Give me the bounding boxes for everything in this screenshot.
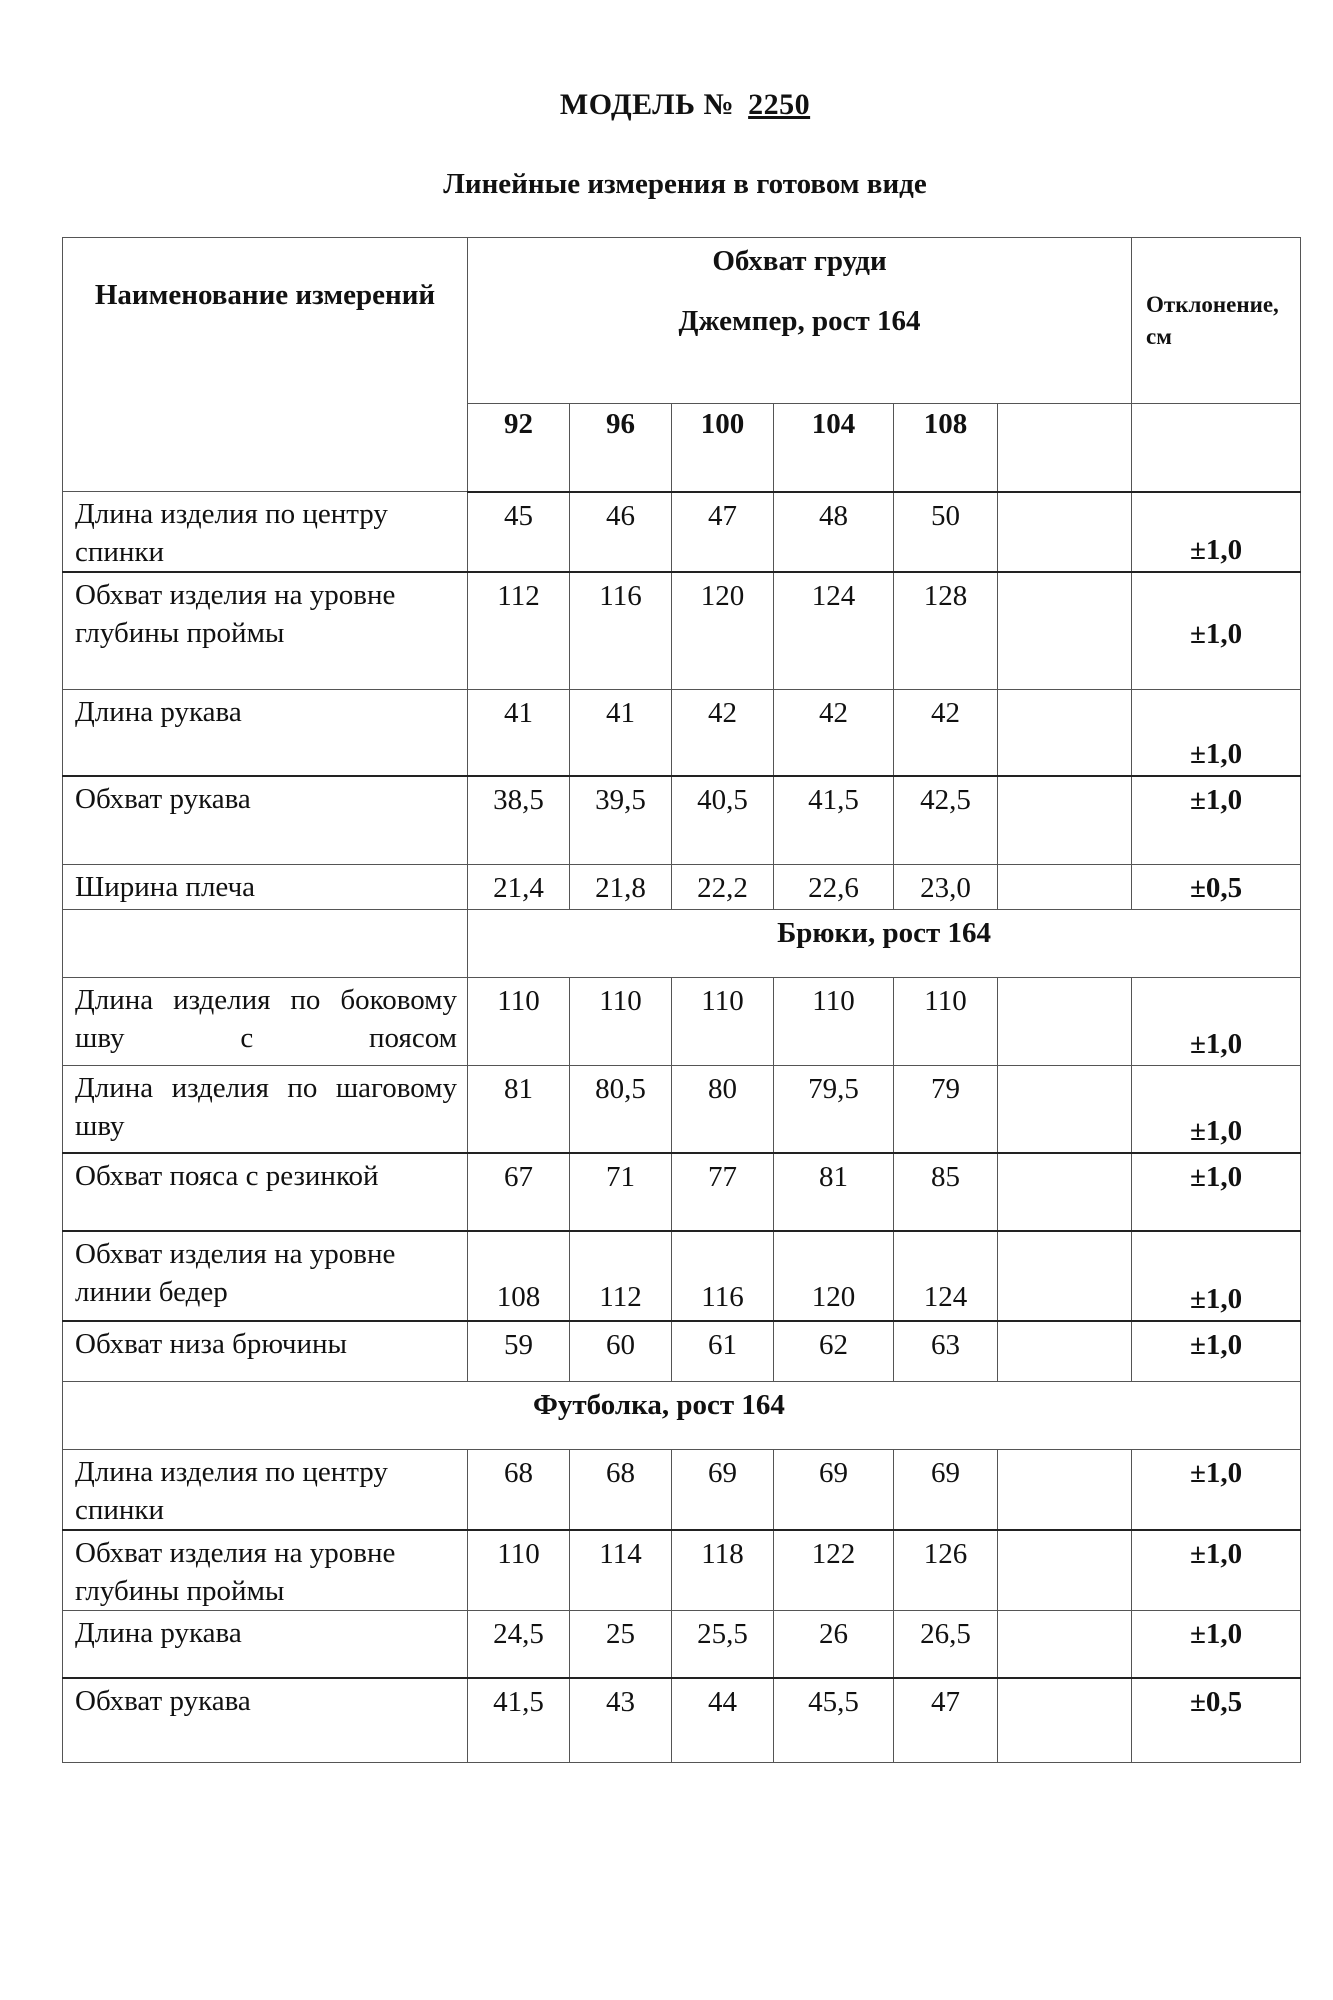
row-value: 61 [672,1321,774,1381]
section-title-tshirt: Футболка, рост 164 [63,1381,1301,1449]
row-name: Обхват рукава [63,776,468,864]
empty-cell [998,1321,1132,1381]
row-value: 68 [468,1449,570,1530]
row-deviation: ±1,0 [1132,1231,1301,1321]
row-value: 42 [774,689,894,776]
row-value: 25 [570,1610,672,1678]
row-name: Обхват изделия на уровне линии бедер [63,1231,468,1321]
row-value: 42 [672,689,774,776]
row-value: 41,5 [774,776,894,864]
empty-cell [998,1530,1132,1611]
row-value: 41 [468,689,570,776]
row-value: 114 [570,1530,672,1611]
row-deviation: ±1,0 [1132,1321,1301,1381]
row-value: 44 [672,1678,774,1762]
size-header: 104 [774,404,894,492]
row-deviation: ±1,0 [1132,1449,1301,1530]
row-value: 38,5 [468,776,570,864]
row-value: 116 [570,572,672,689]
row-value: 62 [774,1321,894,1381]
row-value: 112 [468,572,570,689]
row-name: Длина изделия по шаговому шву [63,1065,468,1153]
row-value: 110 [672,977,774,1065]
empty-cell [1132,404,1301,492]
row-value: 21,8 [570,864,672,909]
row-name: Длина изделия по центру спинки [63,1449,468,1530]
row-deviation: ±1,0 [1132,1530,1301,1611]
row-value: 85 [894,1153,998,1231]
row-value: 81 [468,1065,570,1153]
table-row [63,1449,1301,1530]
row-value: 124 [894,1231,998,1321]
model-number: 2250 [748,88,811,121]
row-value: 110 [774,977,894,1065]
row-value: 110 [468,977,570,1065]
row-value: 120 [774,1231,894,1321]
row-deviation: ±1,0 [1132,1610,1301,1678]
row-value: 26,5 [894,1610,998,1678]
empty-cell [998,977,1132,1065]
row-value: 77 [672,1153,774,1231]
row-value: 120 [672,572,774,689]
empty-cell [998,572,1132,689]
empty-cell [63,909,468,977]
row-deviation: ±1,0 [1132,492,1301,573]
row-deviation: ±1,0 [1132,776,1301,864]
row-value: 46 [570,492,672,573]
table-row [63,1065,1301,1153]
row-value: 50 [894,492,998,573]
table-row [63,1530,1301,1611]
row-value: 59 [468,1321,570,1381]
row-name: Обхват низа брючины [63,1321,468,1381]
table-row [63,689,1301,776]
row-value: 81 [774,1153,894,1231]
empty-cell [998,689,1132,776]
empty-cell [998,1610,1132,1678]
row-name: Длина изделия по центру спинки [63,492,468,573]
row-value: 22,2 [672,864,774,909]
table-row [63,864,1301,909]
row-deviation: ±1,0 [1132,689,1301,776]
row-value: 45,5 [774,1678,894,1762]
size-header: 92 [468,404,570,492]
row-name: Обхват рукава [63,1678,468,1762]
empty-cell [998,776,1132,864]
row-value: 118 [672,1530,774,1611]
row-value: 42 [894,689,998,776]
empty-cell [998,492,1132,573]
header-row [63,238,1301,404]
section-row-tshirt [63,1381,1301,1449]
size-header: 100 [672,404,774,492]
page-subtitle: Линейные измерения в готовом виде [443,168,927,200]
row-value: 122 [774,1530,894,1611]
row-value: 48 [774,492,894,573]
header-name-cell: Наименование измерений [63,238,468,492]
header-group-cell [468,238,1132,404]
section-row-pants [63,909,1301,977]
empty-cell [998,404,1132,492]
row-value: 45 [468,492,570,573]
table-row [63,1678,1301,1762]
row-value: 22,6 [774,864,894,909]
measurements-table [62,237,1301,1763]
row-value: 71 [570,1153,672,1231]
header-jumper-title: Джемпер, рост 164 [678,305,921,337]
row-value: 25,5 [672,1610,774,1678]
section-title-pants: Брюки, рост 164 [468,909,1301,977]
table-row [63,1610,1301,1678]
table-row [63,1321,1301,1381]
table-row [63,492,1301,573]
empty-cell [998,1065,1132,1153]
header-chest-title: Обхват груди [712,245,887,277]
empty-cell [998,1153,1132,1231]
row-value: 60 [570,1321,672,1381]
row-value: 21,4 [468,864,570,909]
row-value: 23,0 [894,864,998,909]
model-title [0,88,1333,122]
row-value: 69 [894,1449,998,1530]
row-value: 41 [570,689,672,776]
row-value: 40,5 [672,776,774,864]
row-value: 42,5 [894,776,998,864]
row-value: 80,5 [570,1065,672,1153]
empty-cell [998,1231,1132,1321]
row-value: 110 [570,977,672,1065]
empty-cell [998,1678,1132,1762]
row-value: 110 [894,977,998,1065]
row-value: 79,5 [774,1065,894,1153]
row-value: 69 [774,1449,894,1530]
row-value: 39,5 [570,776,672,864]
row-deviation: ±0,5 [1132,864,1301,909]
row-value: 47 [894,1678,998,1762]
row-value: 110 [468,1530,570,1611]
row-value: 69 [672,1449,774,1530]
row-name: Ширина плеча [63,864,468,909]
row-value: 68 [570,1449,672,1530]
empty-cell [998,864,1132,909]
row-value: 79 [894,1065,998,1153]
row-value: 67 [468,1153,570,1231]
row-name: Обхват изделия на уровне глубины проймы [63,572,468,689]
row-value: 124 [774,572,894,689]
table-row [63,1153,1301,1231]
header-deviation-cell: Отклонение, см [1132,238,1301,404]
row-value: 80 [672,1065,774,1153]
table-row [63,572,1301,689]
row-name: Обхват изделия на уровне глубины проймы [63,1530,468,1611]
row-deviation: ±1,0 [1132,977,1301,1065]
model-label: МОДЕЛЬ № [559,88,735,121]
row-value: 112 [570,1231,672,1321]
row-value: 126 [894,1530,998,1611]
row-deviation: ±0,5 [1132,1678,1301,1762]
row-value: 116 [672,1231,774,1321]
row-name: Длина изделия по боковому шву с поясом [63,977,468,1065]
row-deviation: ±1,0 [1132,572,1301,689]
row-value: 26 [774,1610,894,1678]
row-deviation: ±1,0 [1132,1153,1301,1231]
row-value: 128 [894,572,998,689]
empty-cell [998,1449,1132,1530]
row-name: Обхват пояса с резинкой [63,1153,468,1231]
table-row [63,776,1301,864]
row-value: 47 [672,492,774,573]
table-row [63,1231,1301,1321]
row-value: 43 [570,1678,672,1762]
row-name: Длина рукава [63,689,468,776]
row-name: Длина рукава [63,1610,468,1678]
row-value: 24,5 [468,1610,570,1678]
size-header: 108 [894,404,998,492]
row-deviation: ±1,0 [1132,1065,1301,1153]
row-value: 108 [468,1231,570,1321]
table-row [63,977,1301,1065]
row-value: 63 [894,1321,998,1381]
size-header: 96 [570,404,672,492]
row-value: 41,5 [468,1678,570,1762]
